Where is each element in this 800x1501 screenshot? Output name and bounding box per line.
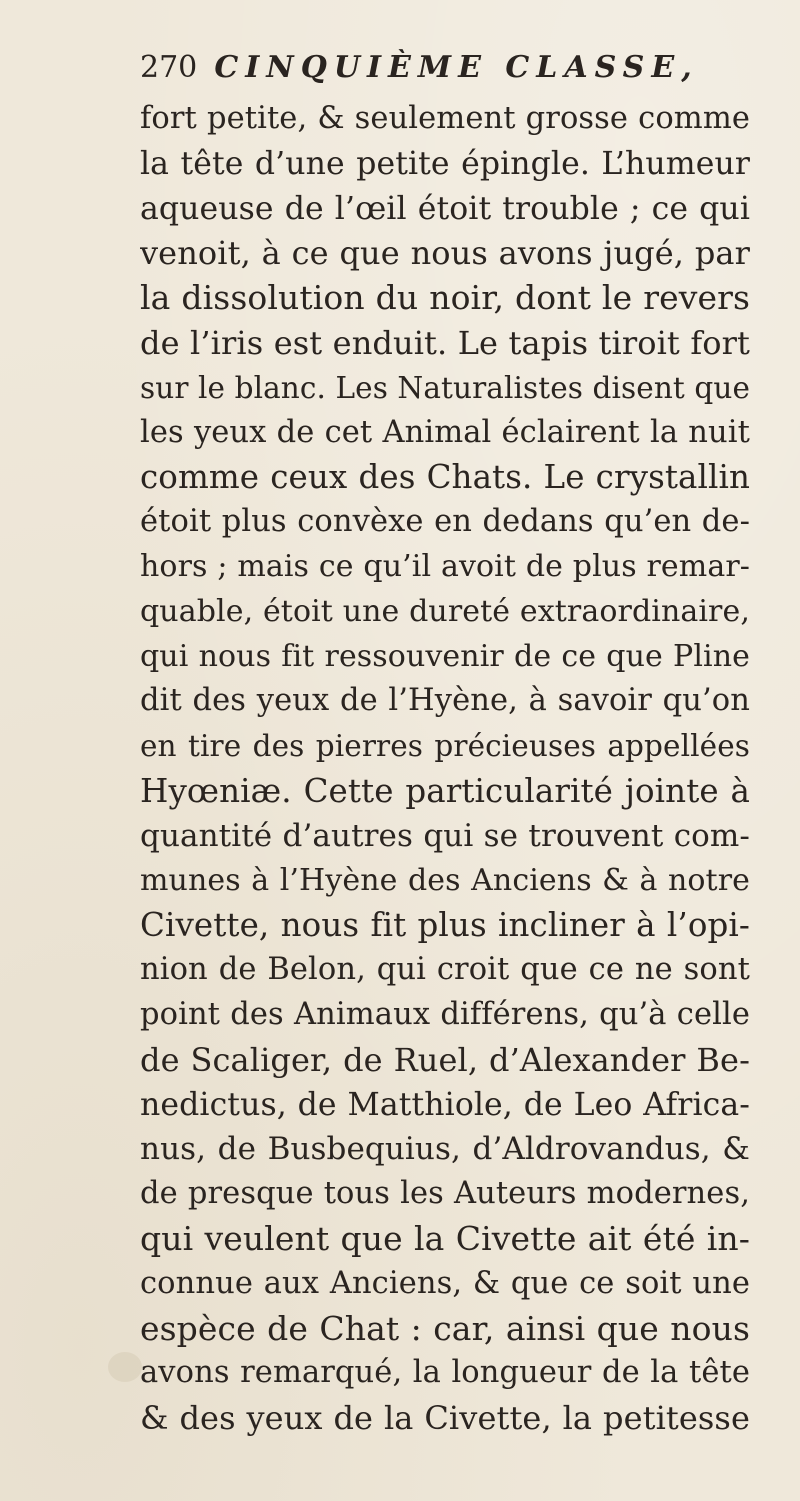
text-line: de Scaliger, de Ruel, d’Alexander Be-: [140, 1040, 750, 1079]
text-line: de presque tous les Auteurs modernes,: [140, 1176, 750, 1212]
text-line: qui veulent que la Civette ait été in-: [140, 1218, 750, 1258]
page-number: 270: [140, 50, 198, 85]
text-line: la tête d’une petite épingle. L’humeur: [140, 145, 750, 182]
text-line: la dissolution du noir, dont le revers: [140, 278, 750, 318]
page-header: [140, 50, 740, 98]
text-line: munes à l’Hyène des Anciens & à notre: [140, 862, 750, 898]
text-line: qui nous fit ressouvenir de ce que Pline: [140, 638, 750, 674]
text-line: hors ; mais ce qu’il avoit de plus remar-: [140, 548, 750, 584]
text-line: point des Animaux différens, qu’à celle: [140, 996, 750, 1032]
text-line: & des yeux de la Civette, la petitesse: [140, 1399, 750, 1438]
text-line: Civette, nous fit plus incliner à l’opi-: [140, 906, 750, 945]
text-line: comme ceux des Chats. Le crystallin: [140, 458, 750, 497]
text-line: en tire des pierres précieuses appellées: [140, 729, 750, 764]
text-line: nedictus, de Matthiole, de Leo Africa-: [140, 1086, 750, 1123]
text-line: nus, de Busbequius, d’Aldrovandus, &: [140, 1131, 750, 1168]
text-line: étoit plus convèxe en dedans qu’en de-: [140, 504, 750, 540]
body-text: [140, 97, 750, 1441]
text-line: quantité d’autres qui se trouvent com-: [140, 817, 750, 854]
text-line: espèce de Chat : car, ainsi que nous: [140, 1308, 750, 1348]
text-line: quable, étoit une dureté extraordinaire,: [140, 593, 750, 629]
running-head: CINQUIÈME CLASSE,: [214, 50, 699, 85]
text-line: dit des yeux de l’Hyène, à savoir qu’on: [140, 683, 750, 719]
text-line: venoit, à ce que nous avons jugé, par: [140, 234, 750, 273]
text-line: Hyœniæ. Cette particularité jointe à: [140, 771, 750, 810]
text-line: aqueuse de l’œil étoit trouble ; ce qui: [140, 190, 750, 227]
text-line: nion de Belon, qui croit que ce ne sont: [140, 952, 750, 988]
text-line: de l’iris est enduit. Le tapis tiroit fort: [140, 323, 750, 362]
paper-stain: [108, 1352, 142, 1382]
text-line: fort petite, & seulement grosse comme: [140, 101, 750, 136]
text-line: avons remarqué, la longueur de la tête: [140, 1355, 750, 1391]
text-line: sur le blanc. Les Naturalistes disent que: [140, 370, 750, 405]
text-line: les yeux de cet Animal éclairent la nuit: [140, 414, 750, 450]
text-line: connue aux Anciens, & que ce soit une: [140, 1265, 750, 1301]
